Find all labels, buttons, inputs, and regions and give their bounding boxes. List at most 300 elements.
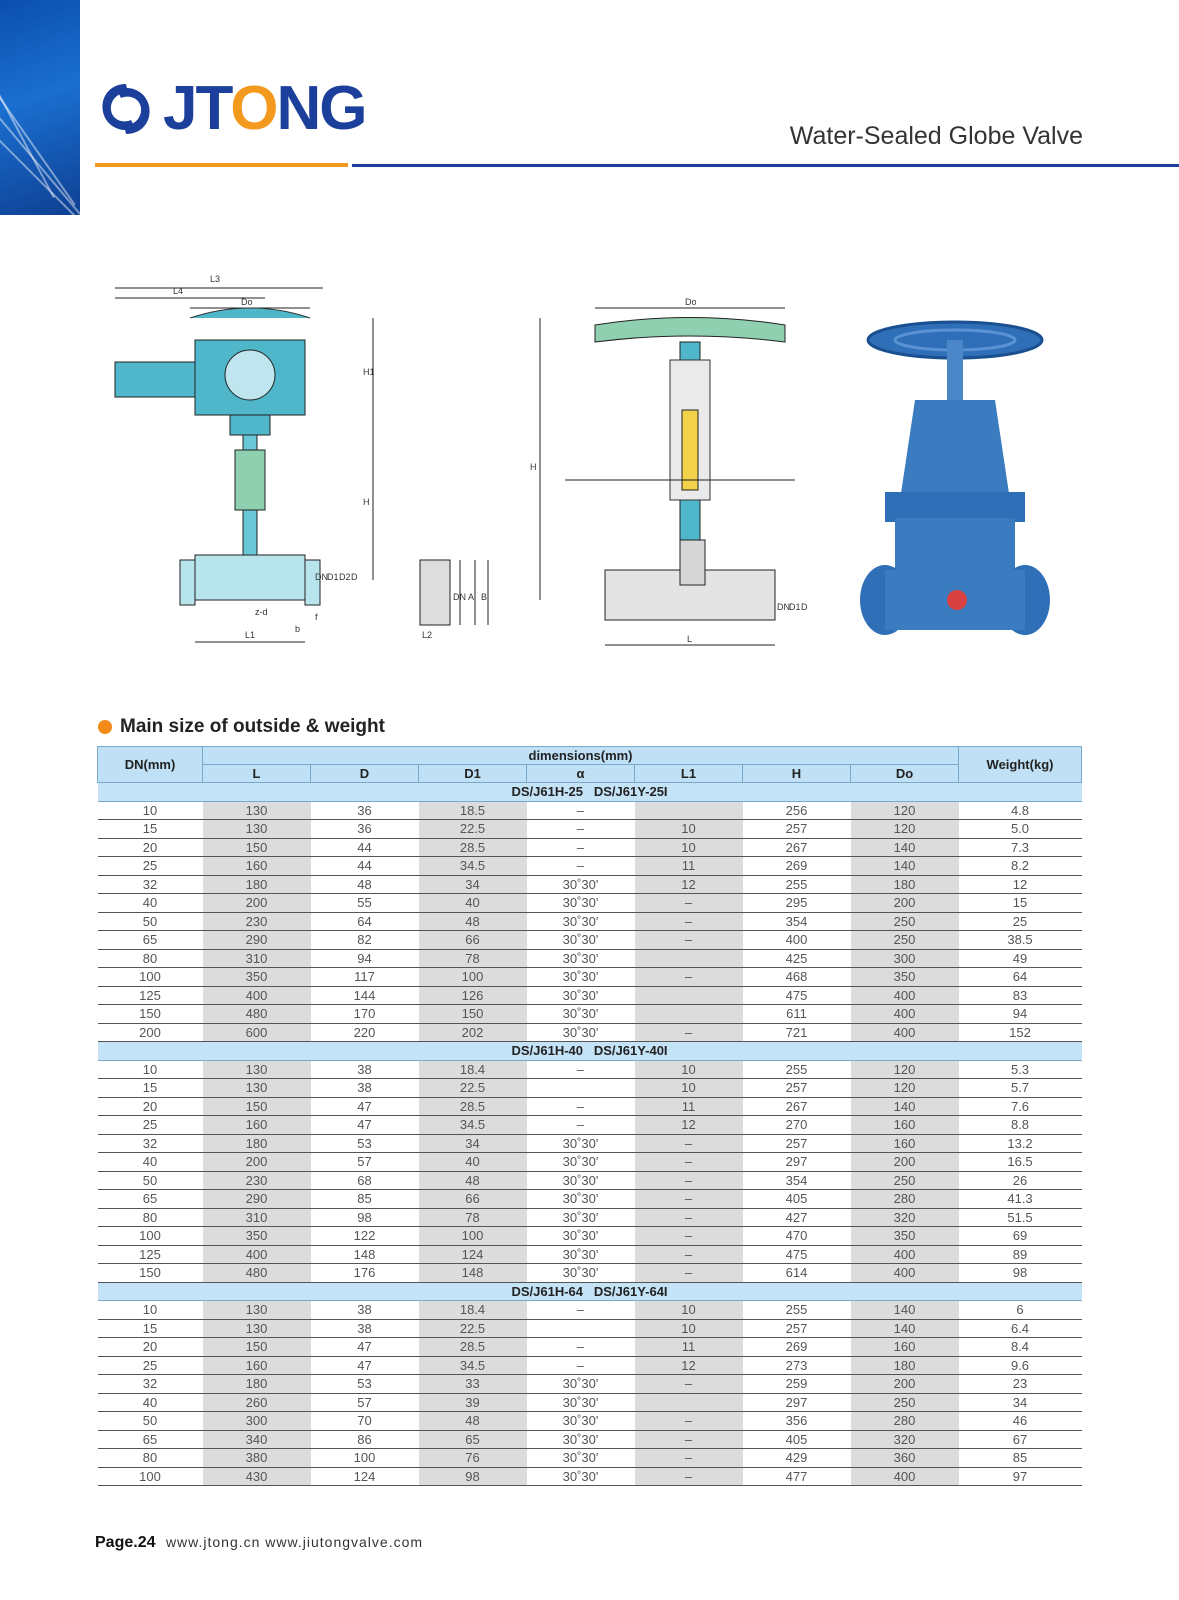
table-cell: 85	[311, 1190, 419, 1209]
table-cell: 50	[98, 912, 203, 931]
table-cell: 30˚30'	[527, 1264, 635, 1283]
weight-header: Weight(kg)	[959, 747, 1082, 783]
table-cell: 97	[959, 1467, 1082, 1486]
table-cell: 427	[743, 1208, 851, 1227]
table-cell: 55	[311, 894, 419, 913]
table-cell: 25	[98, 1356, 203, 1375]
table-cell: 310	[203, 949, 311, 968]
table-cell: 86	[311, 1430, 419, 1449]
table-cell: 200	[203, 1153, 311, 1172]
table-cell: 130	[203, 1301, 311, 1320]
table-cell: 80	[98, 1208, 203, 1227]
table-cell: 10	[635, 1079, 743, 1098]
dimensions-table	[97, 746, 1082, 1486]
table-cell: 354	[743, 912, 851, 931]
table-cell: 49	[959, 949, 1082, 968]
dim-label-DN-left: DN	[315, 572, 328, 582]
table-cell: 273	[743, 1356, 851, 1375]
table-cell: 10	[635, 1319, 743, 1338]
table-cell: –	[635, 1171, 743, 1190]
column-header: L1	[635, 765, 743, 783]
table-cell: 38.5	[959, 931, 1082, 950]
table-cell: 76	[419, 1449, 527, 1468]
table-cell: 140	[851, 1097, 959, 1116]
table-row	[98, 1097, 1082, 1116]
table-row	[98, 1430, 1082, 1449]
table-cell: 25	[98, 857, 203, 876]
table-cell: 400	[851, 1264, 959, 1283]
table-cell: 200	[203, 894, 311, 913]
table-cell: 160	[203, 857, 311, 876]
detail-label-DN: DN	[453, 592, 466, 602]
table-cell: 38	[311, 1319, 419, 1338]
table-cell: 65	[98, 931, 203, 950]
table-cell: 176	[311, 1264, 419, 1283]
table-row	[98, 1467, 1082, 1486]
table-cell: –	[527, 857, 635, 876]
table-cell: 25	[959, 912, 1082, 931]
table-cell: 32	[98, 1134, 203, 1153]
table-cell: 30˚30'	[527, 1005, 635, 1024]
table-cell: 600	[203, 1023, 311, 1042]
table-cell: –	[527, 1060, 635, 1079]
table-cell: 11	[635, 1097, 743, 1116]
table-cell: 50	[98, 1412, 203, 1431]
table-cell: 8.4	[959, 1338, 1082, 1357]
table-cell: 38	[311, 1301, 419, 1320]
table-cell: 320	[851, 1430, 959, 1449]
table-cell: 30˚30'	[527, 949, 635, 968]
table-cell: 124	[311, 1467, 419, 1486]
table-cell: 148	[311, 1245, 419, 1264]
table-row	[98, 931, 1082, 950]
table-cell: 30˚30'	[527, 1190, 635, 1209]
table-cell: 5.0	[959, 820, 1082, 839]
table-cell: 160	[851, 1134, 959, 1153]
table-cell: 15	[98, 1319, 203, 1338]
table-cell: 405	[743, 1430, 851, 1449]
table-row	[98, 1227, 1082, 1246]
section-label-L: L	[687, 634, 693, 644]
table-cell: 30˚30'	[527, 986, 635, 1005]
table-cell: 125	[98, 986, 203, 1005]
table-cell: 290	[203, 931, 311, 950]
table-cell: 36	[311, 820, 419, 839]
table-cell: 400	[743, 931, 851, 950]
table-cell: 8.8	[959, 1116, 1082, 1135]
table-row	[98, 1208, 1082, 1227]
table-cell: 340	[203, 1430, 311, 1449]
dim-label-D2-left: D2	[339, 572, 351, 582]
table-cell: 4.8	[959, 801, 1082, 820]
table-cell: –	[527, 1116, 635, 1135]
table-cell: 34	[419, 1134, 527, 1153]
table-cell: –	[635, 1153, 743, 1172]
table-cell: 30˚30'	[527, 1153, 635, 1172]
table-cell: 12	[635, 1116, 743, 1135]
detail-label-L2: L2	[422, 630, 433, 640]
table-cell: 400	[851, 986, 959, 1005]
table-cell: –	[635, 1264, 743, 1283]
table-cell: 66	[419, 931, 527, 950]
footer-urls: www.jtong.cn www.jiutongvalve.com	[165, 1534, 424, 1550]
table-cell: 47	[311, 1116, 419, 1135]
table-cell: 69	[959, 1227, 1082, 1246]
table-cell: 30˚30'	[527, 1375, 635, 1394]
table-cell: 120	[851, 1060, 959, 1079]
table-cell: 40	[419, 894, 527, 913]
table-cell: 32	[98, 1375, 203, 1394]
table-cell: 125	[98, 1245, 203, 1264]
table-cell: 100	[98, 1467, 203, 1486]
table-cell: 30˚30'	[527, 912, 635, 931]
table-cell: 180	[203, 1375, 311, 1394]
electric-actuator-drawing	[115, 274, 375, 642]
table-row	[98, 1171, 1082, 1190]
table-row	[98, 1116, 1082, 1135]
table-row	[98, 1356, 1082, 1375]
table-row	[98, 1023, 1082, 1042]
table-cell	[635, 801, 743, 820]
table-cell: 255	[743, 1060, 851, 1079]
table-cell: 98	[419, 1467, 527, 1486]
table-row	[98, 1393, 1082, 1412]
handwheel-section-drawing	[530, 297, 808, 645]
dim-label-Do: Do	[241, 297, 253, 307]
column-header: L	[203, 765, 311, 783]
table-cell: 6.4	[959, 1319, 1082, 1338]
table-cell: 64	[311, 912, 419, 931]
section-heading	[98, 716, 385, 738]
table-cell: 66	[419, 1190, 527, 1209]
table-cell: 140	[851, 1301, 959, 1320]
detail-label-B: B	[481, 592, 488, 602]
table-cell: 130	[203, 1079, 311, 1098]
table-cell: 30˚30'	[527, 894, 635, 913]
logo-swirl-icon	[95, 78, 157, 140]
table-cell: 46	[959, 1412, 1082, 1431]
table-cell: 47	[311, 1338, 419, 1357]
column-header: Do	[851, 765, 959, 783]
page-title: Water-Sealed Globe Valve	[789, 122, 1083, 150]
table-cell: 20	[98, 1338, 203, 1357]
table-cell: –	[635, 1023, 743, 1042]
table-cell	[635, 949, 743, 968]
table-cell: –	[635, 1134, 743, 1153]
table-cell: 98	[959, 1264, 1082, 1283]
section-label-D: D	[801, 602, 808, 612]
dimensions-header: dimensions(mm)	[203, 747, 959, 765]
table-cell: 18.4	[419, 1060, 527, 1079]
table-row	[98, 1005, 1082, 1024]
table-cell: 5.3	[959, 1060, 1082, 1079]
table-cell: 65	[419, 1430, 527, 1449]
table-cell: 41.3	[959, 1190, 1082, 1209]
table-cell: 430	[203, 1467, 311, 1486]
table-cell: 10	[98, 801, 203, 820]
table-cell: 295	[743, 894, 851, 913]
table-cell: 200	[851, 1375, 959, 1394]
table-cell: 320	[851, 1208, 959, 1227]
weld-end-detail-drawing	[420, 560, 488, 640]
table-cell: 468	[743, 968, 851, 987]
table-cell: 230	[203, 912, 311, 931]
table-cell: 100	[311, 1449, 419, 1468]
table-row	[98, 1375, 1082, 1394]
group-header-row	[98, 783, 1082, 802]
table-cell: 89	[959, 1245, 1082, 1264]
table-cell: 120	[851, 1079, 959, 1098]
group-header-row	[98, 1282, 1082, 1301]
table-cell: 356	[743, 1412, 851, 1431]
table-cell: 255	[743, 875, 851, 894]
table-cell: 257	[743, 820, 851, 839]
table-cell: 140	[851, 838, 959, 857]
table-cell: 15	[98, 1079, 203, 1098]
table-cell: –	[635, 968, 743, 987]
table-cell	[635, 1393, 743, 1412]
table-cell: 53	[311, 1134, 419, 1153]
table-cell: 94	[959, 1005, 1082, 1024]
table-cell: –	[527, 1301, 635, 1320]
table-cell: 57	[311, 1393, 419, 1412]
table-cell: 64	[959, 968, 1082, 987]
table-cell: 22.5	[419, 1079, 527, 1098]
table-cell: 200	[851, 1153, 959, 1172]
dim-label-D1-left: D1	[327, 572, 339, 582]
table-cell: –	[635, 931, 743, 950]
table-cell: –	[635, 1245, 743, 1264]
header-orange-rule	[95, 163, 348, 167]
table-row	[98, 857, 1082, 876]
table-cell: 257	[743, 1134, 851, 1153]
table-cell: 22.5	[419, 820, 527, 839]
table-cell: 5.7	[959, 1079, 1082, 1098]
table-cell: 269	[743, 1338, 851, 1357]
table-cell: 350	[851, 968, 959, 987]
table-cell: –	[527, 1338, 635, 1357]
table-cell: 6	[959, 1301, 1082, 1320]
table-cell: 12	[959, 875, 1082, 894]
table-cell: 48	[311, 875, 419, 894]
table-cell: 257	[743, 1319, 851, 1338]
table-cell: 20	[98, 838, 203, 857]
table-cell: 269	[743, 857, 851, 876]
table-cell: 267	[743, 1097, 851, 1116]
table-cell: 30˚30'	[527, 931, 635, 950]
table-cell: 257	[743, 1079, 851, 1098]
table-cell: 16.5	[959, 1153, 1082, 1172]
table-cell: 477	[743, 1467, 851, 1486]
table-cell: 10	[98, 1060, 203, 1079]
table-row	[98, 894, 1082, 913]
page-number: Page.24	[95, 1534, 156, 1551]
table-cell: 117	[311, 968, 419, 987]
table-cell: –	[635, 1375, 743, 1394]
table-cell: 267	[743, 838, 851, 857]
column-header: D1	[419, 765, 527, 783]
table-cell: 150	[98, 1005, 203, 1024]
dn-header: DN(mm)	[98, 747, 203, 783]
brand-logo	[95, 74, 366, 143]
table-cell: 202	[419, 1023, 527, 1042]
table-cell: 30˚30'	[527, 1245, 635, 1264]
footer	[95, 1534, 423, 1552]
table-cell: 150	[419, 1005, 527, 1024]
table-cell: 180	[851, 1356, 959, 1375]
table-cell: 8.2	[959, 857, 1082, 876]
table-cell	[527, 1079, 635, 1098]
table-cell: 350	[203, 968, 311, 987]
table-row	[98, 1449, 1082, 1468]
table-cell: 30˚30'	[527, 1430, 635, 1449]
table-cell: 140	[851, 857, 959, 876]
table-cell: 290	[203, 1190, 311, 1209]
table-cell: 47	[311, 1356, 419, 1375]
table-cell: –	[635, 1430, 743, 1449]
table-cell: 51.5	[959, 1208, 1082, 1227]
table-cell: 23	[959, 1375, 1082, 1394]
table-cell: 230	[203, 1171, 311, 1190]
table-cell: 400	[851, 1467, 959, 1486]
table-cell: 26	[959, 1171, 1082, 1190]
table-cell: 130	[203, 801, 311, 820]
table-cell: 15	[959, 894, 1082, 913]
table-cell: –	[635, 1208, 743, 1227]
table-cell: 70	[311, 1412, 419, 1431]
section-label-D1: D1	[789, 602, 801, 612]
table-row	[98, 838, 1082, 857]
table-cell: 98	[311, 1208, 419, 1227]
table-cell: 160	[203, 1116, 311, 1135]
table-cell: 40	[98, 894, 203, 913]
table-row	[98, 1301, 1082, 1320]
table-cell: –	[635, 894, 743, 913]
table-cell: 475	[743, 986, 851, 1005]
table-cell: –	[527, 820, 635, 839]
table-cell: 34	[959, 1393, 1082, 1412]
table-cell: 30˚30'	[527, 1227, 635, 1246]
table-cell: 38	[311, 1060, 419, 1079]
corner-decoration	[0, 0, 80, 215]
table-cell: 39	[419, 1393, 527, 1412]
table-cell: 180	[203, 875, 311, 894]
table-cell: 10	[98, 1301, 203, 1320]
table-cell: 400	[851, 1023, 959, 1042]
detail-label-A: A	[468, 592, 475, 602]
dim-label-b: b	[295, 624, 301, 634]
table-row	[98, 949, 1082, 968]
table-cell	[527, 1319, 635, 1338]
table-cell: 48	[419, 1412, 527, 1431]
table-row	[98, 820, 1082, 839]
table-cell: 380	[203, 1449, 311, 1468]
table-cell: 65	[98, 1190, 203, 1209]
table-cell: 256	[743, 801, 851, 820]
table-cell: 100	[98, 1227, 203, 1246]
valve-product-photo	[860, 322, 1050, 635]
table-row	[98, 1245, 1082, 1264]
table-cell: 100	[98, 968, 203, 987]
table-cell: 180	[203, 1134, 311, 1153]
table-cell: 83	[959, 986, 1082, 1005]
table-row	[98, 986, 1082, 1005]
table-cell: 180	[851, 875, 959, 894]
table-cell: 200	[98, 1023, 203, 1042]
table-cell: 11	[635, 1338, 743, 1357]
table-cell: 34.5	[419, 1356, 527, 1375]
orange-bullet-icon	[98, 720, 112, 734]
table-cell: 297	[743, 1393, 851, 1412]
table-cell: –	[635, 1227, 743, 1246]
table-cell: –	[527, 801, 635, 820]
table-cell: 126	[419, 986, 527, 1005]
header-blue-rule	[352, 164, 1179, 167]
table-cell: 22.5	[419, 1319, 527, 1338]
table-cell: 360	[851, 1449, 959, 1468]
table-cell: 350	[851, 1227, 959, 1246]
table-cell: 80	[98, 949, 203, 968]
table-cell: 47	[311, 1097, 419, 1116]
table-cell: 78	[419, 949, 527, 968]
table-cell: 400	[203, 1245, 311, 1264]
table-cell: –	[527, 1097, 635, 1116]
table-cell: 297	[743, 1153, 851, 1172]
table-cell: 152	[959, 1023, 1082, 1042]
dim-label-L3: L3	[210, 274, 221, 284]
table-cell: 28.5	[419, 838, 527, 857]
table-cell: 34	[419, 875, 527, 894]
table-cell: 44	[311, 838, 419, 857]
table-cell: 18.5	[419, 801, 527, 820]
table-cell: 10	[635, 820, 743, 839]
table-cell: 30˚30'	[527, 1449, 635, 1468]
table-cell: –	[635, 1190, 743, 1209]
table-row	[98, 1060, 1082, 1079]
section-label-DN: DN	[777, 602, 790, 612]
table-cell: 130	[203, 820, 311, 839]
table-row	[98, 1338, 1082, 1357]
table-cell: 53	[311, 1375, 419, 1394]
valve-drawings	[95, 270, 1085, 670]
table-cell: 7.3	[959, 838, 1082, 857]
table-cell: 94	[311, 949, 419, 968]
table-cell: 150	[203, 1097, 311, 1116]
table-row	[98, 1153, 1082, 1172]
group-title: DS/J61H-40 DS/J61Y-40I	[98, 1042, 1082, 1061]
table-cell: 150	[203, 1338, 311, 1357]
table-cell: 429	[743, 1449, 851, 1468]
table-cell: 12	[635, 875, 743, 894]
table-cell: 10	[635, 1301, 743, 1320]
table-cell: 10	[635, 1060, 743, 1079]
dim-label-z-d: z-d	[255, 607, 268, 617]
table-cell: 38	[311, 1079, 419, 1098]
table-cell: 148	[419, 1264, 527, 1283]
table-cell: 25	[98, 1116, 203, 1135]
table-row	[98, 1190, 1082, 1209]
table-cell: 30˚30'	[527, 1134, 635, 1153]
table-cell: 480	[203, 1264, 311, 1283]
table-cell: 300	[851, 949, 959, 968]
table-cell: 150	[98, 1264, 203, 1283]
table-cell: 160	[851, 1116, 959, 1135]
table-cell: 82	[311, 931, 419, 950]
table-cell: 9.6	[959, 1356, 1082, 1375]
table-cell: 150	[203, 838, 311, 857]
table-cell: 200	[851, 894, 959, 913]
table-cell: 48	[419, 912, 527, 931]
